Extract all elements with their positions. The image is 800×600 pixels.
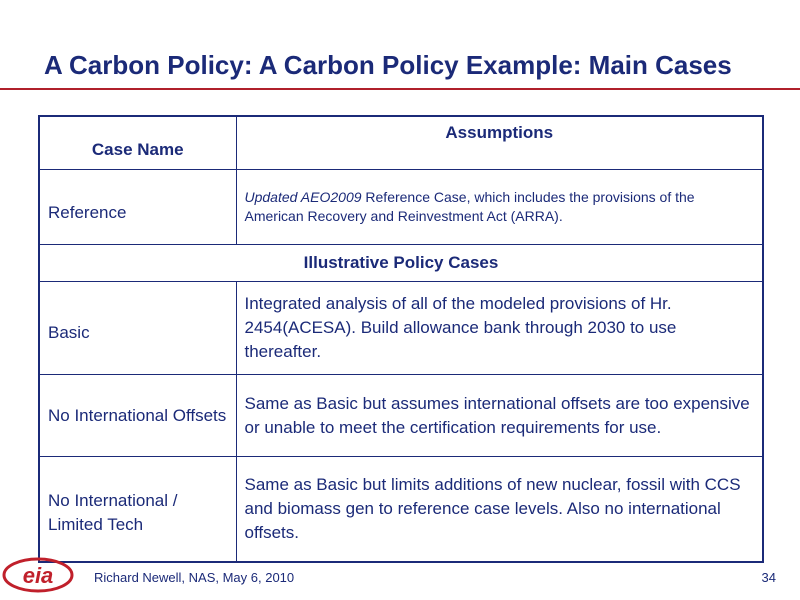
assumption-text: Reference Case, which includes the provisions of the American Recovery and Reinvestment Act (ARRA). (244, 189, 695, 224)
logo-text: eia (22, 563, 54, 588)
header-assumptions: Assumptions (236, 116, 763, 170)
slide-title: A Carbon Policy: A Carbon Policy Example: Main Cases (44, 50, 732, 80)
case-name-cell: Basic (39, 282, 236, 375)
section-row (39, 245, 763, 282)
table-row (39, 170, 763, 245)
eia-logo (2, 556, 74, 594)
assumption-cell: Same as Basic but assumes international offsets are too expensive or unable to meet the certification requirements for use. (236, 375, 763, 457)
cases-table (38, 115, 764, 563)
table-row (39, 375, 763, 457)
table-row (39, 457, 763, 562)
assumption-italic-text: Updated AEO2009 (244, 189, 362, 205)
case-name-cell: No International Offsets (39, 375, 236, 457)
header-case-name: Case Name (39, 116, 236, 170)
case-name-cell: Reference (39, 170, 236, 245)
page-number: 34 (761, 570, 776, 585)
section-label: Illustrative Policy Cases (39, 245, 763, 282)
assumption-cell: Integrated analysis of all of the modeled provisions of Hr. 2454(ACESA). Build allowance bank through 2030 to use thereafter. (236, 282, 763, 375)
case-name-cell: No International / Limited Tech (39, 457, 236, 562)
title-divider (0, 88, 800, 90)
assumption-cell (236, 170, 763, 245)
table-header-row (39, 116, 763, 170)
assumption-cell: Same as Basic but limits additions of new nuclear, fossil with CCS and biomass gen to reference case levels. Also no international offsets. (236, 457, 763, 562)
table-row (39, 282, 763, 375)
footer-citation: Richard Newell, NAS, May 6, 2010 (94, 570, 295, 585)
